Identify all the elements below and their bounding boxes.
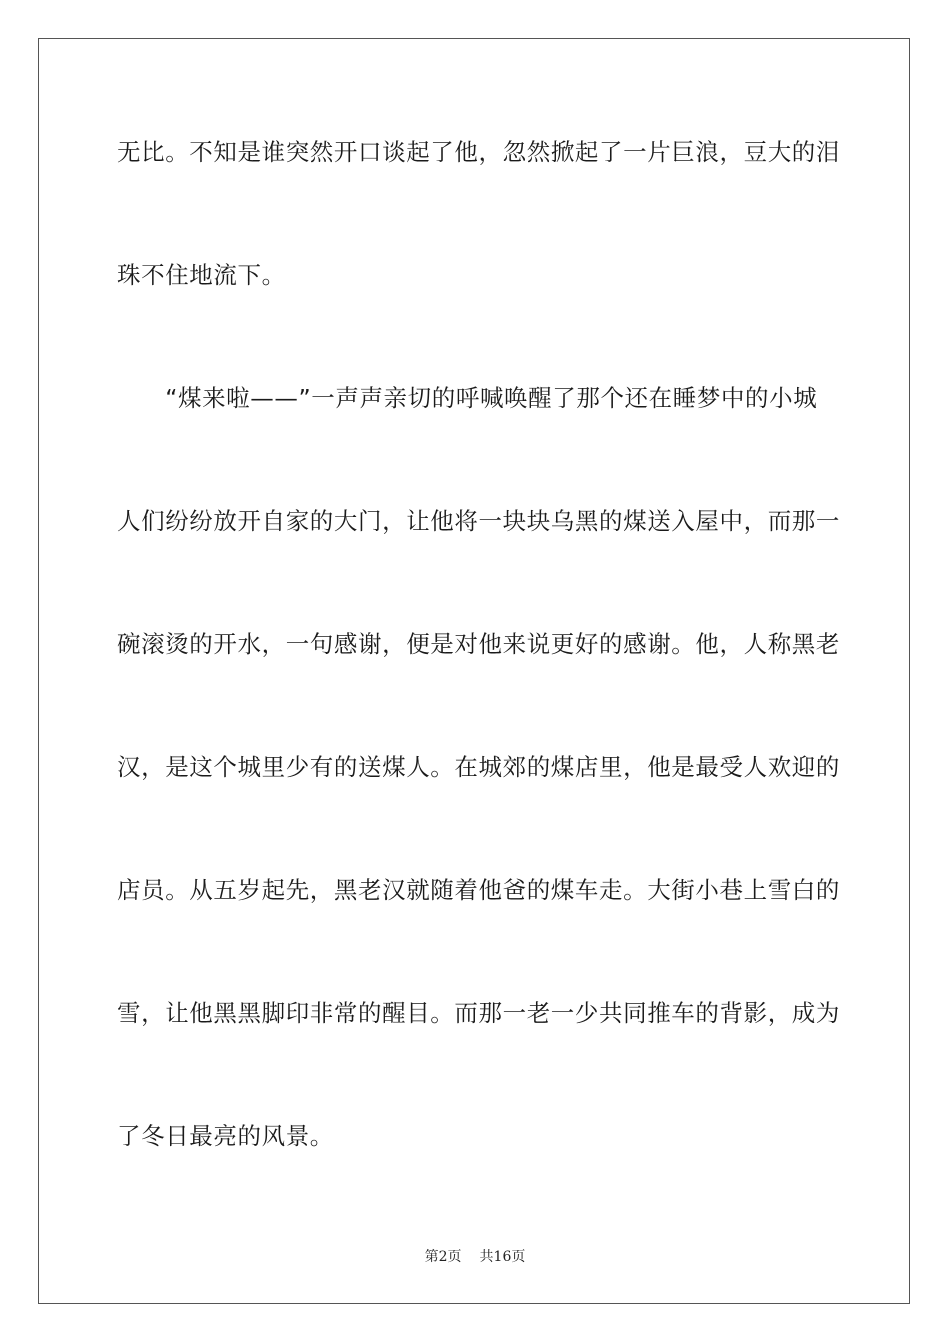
text-line-9: 了冬日最亮的风景。 [117, 1122, 334, 1150]
page-footer [0, 1246, 950, 1266]
page-number: 第2页 [424, 1249, 462, 1265]
text-line-7: 店员。从五岁起先，黑老汉就随着他爸的煤车走。大街小巷上雪白的 [117, 876, 840, 904]
text-line-5: 碗滚烫的开水，一句感谢，便是对他来说更好的感谢。他，人称黑老 [117, 630, 840, 658]
text-line-2: 珠不住地流下。 [117, 261, 286, 289]
text-line-8: 雪，让他黑黑脚印非常的醒目。而那一老一少共同推车的背影，成为 [117, 999, 840, 1027]
text-line-4: 人们纷纷放开自家的大门，让他将一块块乌黑的煤送入屋中，而那一 [117, 507, 840, 535]
text-line-3: “煤来啦——”一声声亲切的呼喊唤醒了那个还在睡梦中的小城 [117, 384, 818, 412]
page-border [38, 38, 910, 1304]
text-line-1: 无比。不知是谁突然开口谈起了他，忽然掀起了一片巨浪，豆大的泪 [117, 138, 840, 166]
text-line-6: 汉，是这个城里少有的送煤人。在城郊的煤店里，他是最受人欢迎的 [117, 753, 840, 781]
total-pages: 共16页 [479, 1249, 526, 1265]
